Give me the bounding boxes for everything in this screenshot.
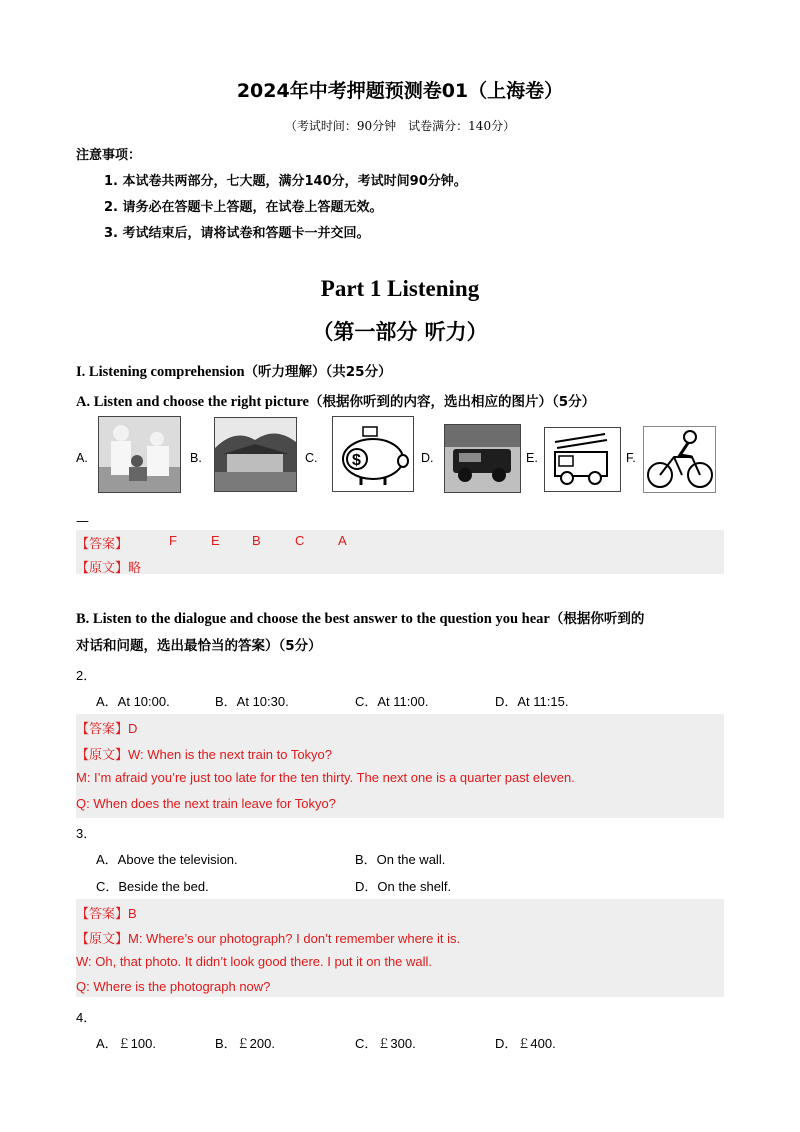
question-4-option-c: C．￡300. bbox=[355, 1036, 416, 1051]
q2-answer: 【答案】D bbox=[76, 721, 138, 736]
original-text: 略 bbox=[128, 560, 142, 575]
section-a-heading-zh: （根据你听到的内容，选出相应的图片）（5分） bbox=[308, 394, 596, 410]
answer-item-3: B bbox=[252, 533, 261, 548]
picture-label-e: E. bbox=[526, 451, 538, 465]
question-3-option-b: B．On the wall. bbox=[355, 852, 446, 867]
question-3-option-d: D．On the shelf. bbox=[355, 879, 452, 894]
answer-box-q2 bbox=[76, 714, 724, 818]
q3-answer: 【答案】B bbox=[76, 906, 137, 921]
section-b-heading-zh-2: 对话和问题，选出最恰当的答案）（5分） bbox=[76, 638, 322, 654]
notice-heading: 注意事项： bbox=[76, 148, 142, 163]
q2-original-1: 【原文】W: When is the next train to Tokyo? bbox=[76, 747, 333, 762]
landscape-building-photo-icon bbox=[214, 417, 297, 492]
q3-original-2: W: Oh, that photo. It didn’t look good there. I put it on the wall. bbox=[76, 954, 433, 969]
section-b-heading-line2 bbox=[76, 634, 322, 655]
piggy-bank-icon bbox=[332, 416, 414, 492]
notice-item-3: 3. 考试结束后，请将试卷和答题卡一并交回。 bbox=[104, 226, 370, 241]
exam-info: （考试时间：90分钟 试卷满分：140分） bbox=[284, 119, 516, 133]
question-2-option-a: A．At 10:00. bbox=[96, 694, 170, 709]
question-4-option-d: D．￡400. bbox=[495, 1036, 556, 1051]
fire-truck-icon bbox=[544, 427, 621, 492]
picture-label-f: F. bbox=[626, 451, 636, 465]
notice-item-1: 1. 本试卷共两部分，七大题，满分140分，考试时间90分钟。 bbox=[104, 174, 467, 189]
page-title: 2024年中考押题预测卷01（上海卷） bbox=[236, 80, 564, 102]
picture-label-d: D. bbox=[421, 451, 434, 465]
question-3-number: 3． bbox=[76, 826, 97, 841]
picture-label-a: A. bbox=[76, 451, 88, 465]
medical-staff-photo-icon bbox=[98, 416, 181, 493]
answer-box-a bbox=[76, 530, 724, 574]
picture-label-c: C. bbox=[305, 451, 318, 465]
part-title-en: Part 1 Listening bbox=[320, 276, 480, 301]
question-3-option-c: C．Beside the bed. bbox=[96, 879, 209, 894]
question-2-number: 2． bbox=[76, 668, 97, 683]
section-heading-en: I. Listening comprehension bbox=[76, 364, 245, 380]
q3-original-1: 【原文】M: Where’s our photograph? I don’t remember where it is. bbox=[76, 931, 461, 946]
q2-original-3: Q: When does the next train leave for Tokyo? bbox=[76, 796, 336, 811]
svg-text:$: $ bbox=[352, 452, 361, 469]
section-heading-zh: （听力理解）（共25分） bbox=[244, 364, 392, 380]
answer-item-2: E bbox=[211, 533, 220, 548]
original-line bbox=[76, 557, 141, 576]
question-2-option-b: B．At 10:30. bbox=[215, 694, 289, 709]
section-a-heading bbox=[76, 390, 595, 411]
question-4-option-a: A．￡100. bbox=[96, 1036, 156, 1051]
section-b-heading-line1 bbox=[76, 607, 644, 628]
suv-car-photo-icon bbox=[444, 424, 521, 493]
answer-item-5: A bbox=[338, 533, 347, 548]
section-b-heading-zh-1: （根据你听到的 bbox=[549, 611, 645, 627]
section-b-heading-en: B. Listen to the dialogue and choose the best answer to the question you hear bbox=[76, 611, 550, 627]
question-4-number: 4． bbox=[76, 1010, 97, 1025]
question-2-option-d: D．At 11:15. bbox=[495, 694, 569, 709]
answer-label: 【答案】 bbox=[76, 536, 129, 551]
answer-box-q3 bbox=[76, 899, 724, 997]
cyclist-icon bbox=[643, 426, 716, 493]
question-2-option-c: C．At 11:00. bbox=[355, 694, 429, 709]
answer-line bbox=[76, 533, 128, 552]
question-3-option-a: A．Above the television. bbox=[96, 852, 238, 867]
answer-item-4: C bbox=[295, 533, 305, 548]
answer-blank: — bbox=[76, 514, 89, 529]
section-a-heading-en: A. Listen and choose the right picture bbox=[76, 394, 309, 410]
answer-item-1: F bbox=[169, 533, 177, 548]
picture-label-b: B. bbox=[190, 451, 202, 465]
q3-original-3: Q: Where is the photograph now? bbox=[76, 979, 271, 994]
q2-original-2: M: I’m afraid you’re just too late for the ten thirty. The next one is a quarter past eleven. bbox=[76, 770, 575, 785]
notice-item-2: 2. 请务必在答题卡上答题，在试卷上答题无效。 bbox=[104, 200, 383, 215]
original-label: 【原文】 bbox=[76, 560, 129, 575]
section-heading bbox=[76, 360, 392, 381]
question-4-option-b: B．￡200. bbox=[215, 1036, 275, 1051]
part-title-zh: （第一部分 听力） bbox=[312, 320, 488, 344]
